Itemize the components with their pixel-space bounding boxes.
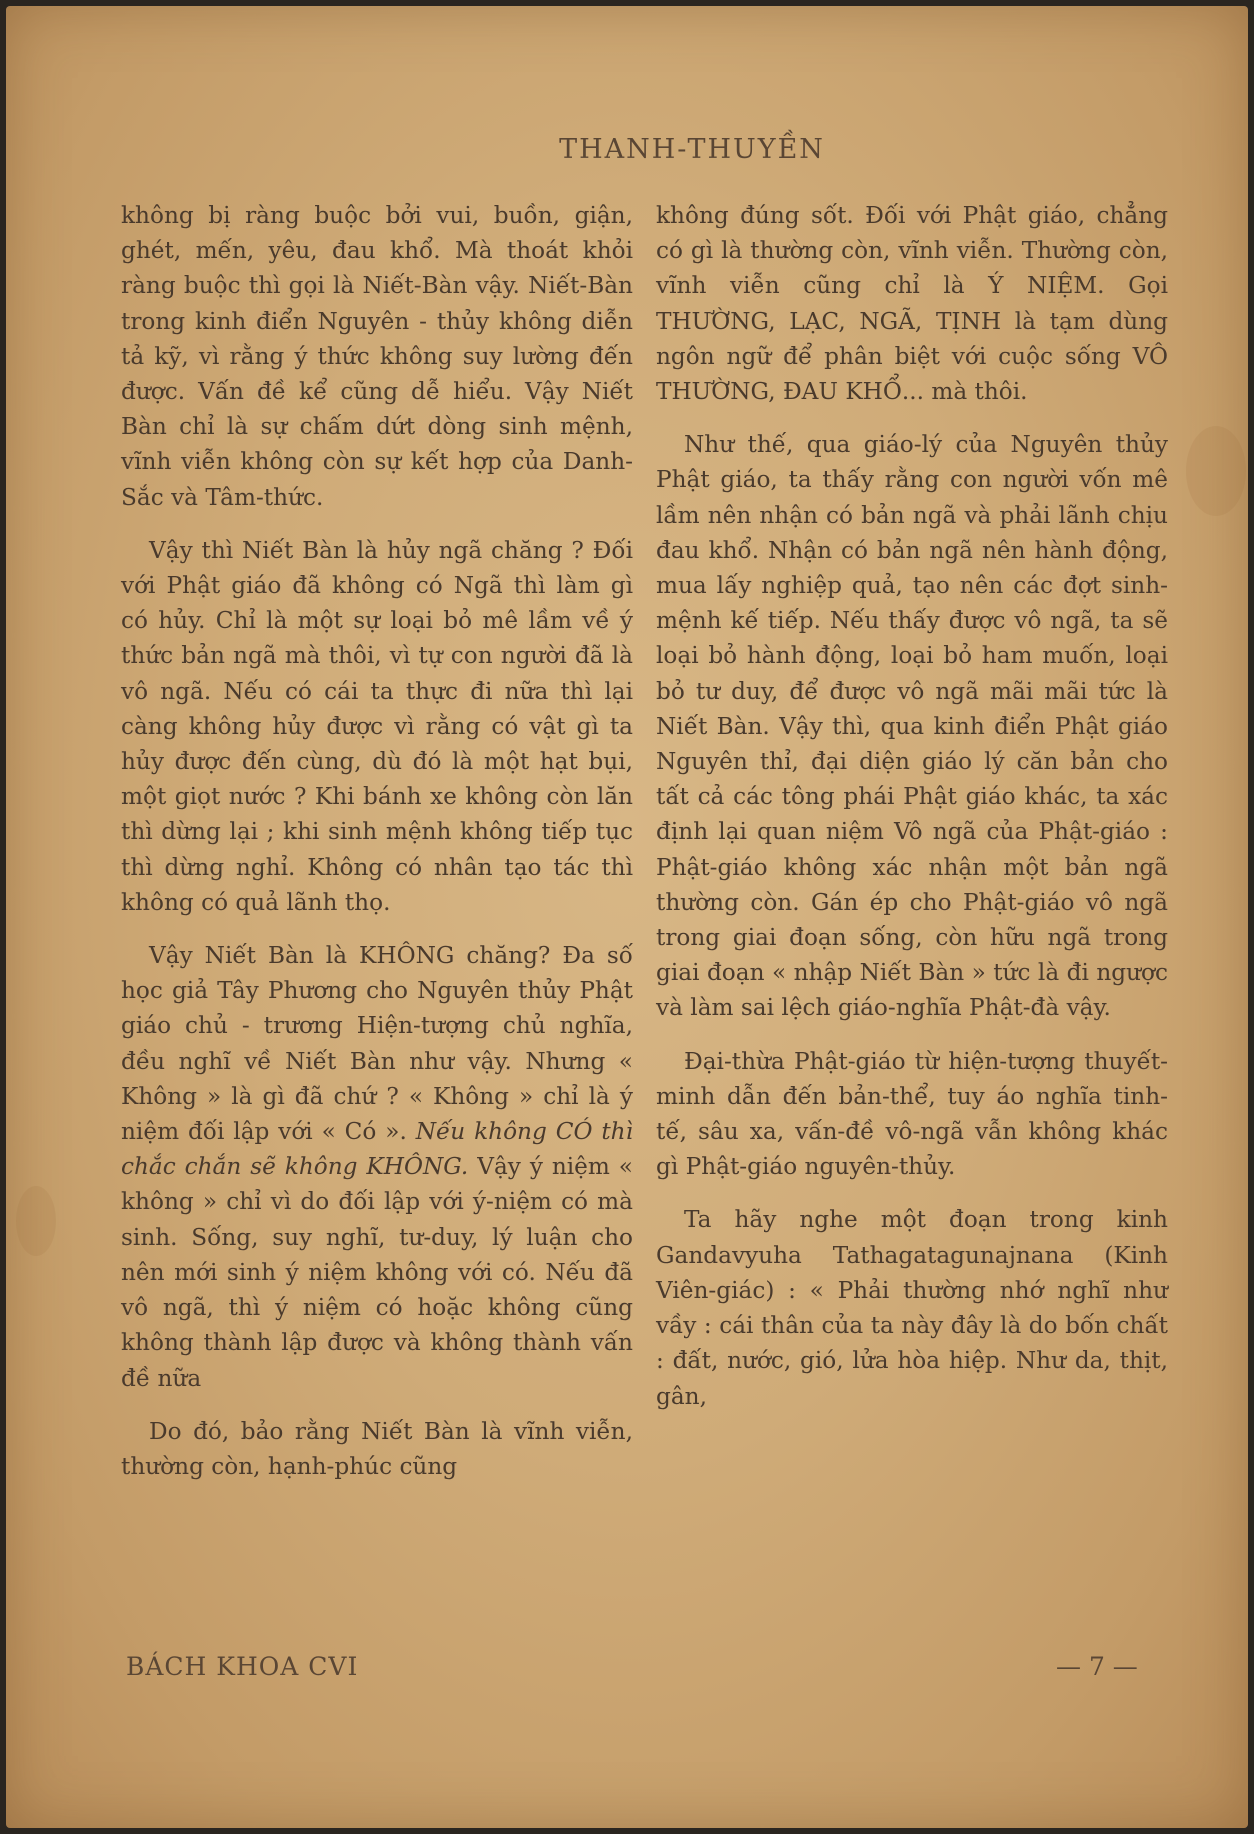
paragraph: Như thế, qua giáo-lý của Nguyên thủy Phật giáo, ta thấy rằng con người vốn mê lầm nên nhận có bản ngã và phải lãnh chịu đau khổ. Nhận có bản ngã nên hành động, mua lấy nghiệp quả, tạo nên các đợt sinh-mệnh kế tiếp. Nếu thấy được vô ngã, ta sẽ loại bỏ hành động, loại bỏ ham muốn, loại bỏ tư duy, để được vô ngã mãi mãi tức là Niết Bàn. Vậy thì, qua kinh điển Phật giáo Nguyên thỉ, đại diện giáo lý căn bản cho tất cả các tông phái Phật giáo khác, ta xác định lại quan niệm Vô ngã của Phật-giáo : Phật-giáo không xác nhận một bản ngã thường còn. Gán ép cho Phật-giáo vô ngã trong giai đoạn sống, còn hữu ngã trong giai đoạn « nhập Niết Bàn » tức là đi ngược và làm sai lệch giáo-nghĩa Phật-đà vậy. (656, 431, 1168, 1022)
page-number: — 7 — (1056, 1652, 1138, 1681)
magazine-issue: BÁCH KHOA CVI (126, 1652, 359, 1681)
running-header: THANH-THUYỀN (559, 134, 825, 165)
paragraph: không đúng sốt. Đối với Phật giáo, chẳng có gì là thường còn, vĩnh viễn. Thường còn, vĩnh viễn cũng chỉ là Ý NIỆM. Gọi THƯỜNG, LẠC, NGÃ, TỊNH là tạm dùng ngôn ngữ để phân biệt với cuộc sống VÔ THƯỜNG, ĐAU KHỔ... mà thôi. (656, 202, 1168, 406)
paragraph: Do đó, bảo rằng Niết Bàn là vĩnh viễn, thường còn, hạnh-phúc cũng (121, 1417, 633, 1480)
paragraph: Ta hãy nghe một đoạn trong kinh Gandavyuha Tathagatagunajnana (Kinh Viên-giác) : « Phải thường nhớ nghĩ như vầy : cái thân của ta này đây là do bốn chất : đất, nước, gió, lửa hòa hiệp. Như da, thịt, gân, (656, 1206, 1168, 1410)
left-column (121, 198, 633, 1502)
paragraph: Đại-thừa Phật-giáo từ hiện-tượng thuyết-minh dẫn đến bản-thể, tuy áo nghĩa tinh-tế, sâu xa, vấn-đề vô-ngã vẫn không khác gì Phật-giáo nguyên-thủy. (656, 1047, 1168, 1181)
right-column (656, 198, 1168, 1432)
paragraph: Vậy thì Niết Bàn là hủy ngã chăng ? Đối với Phật giáo đã không có Ngã thì làm gì có hủy. Chỉ là một sự loại bỏ mê lầm về ý thức bản ngã mà thôi, vì tự con người đã là vô ngã. Nếu có cái ta thực đi nữa thì lại càng không hủy được vì rằng có vật gì ta hủy được đến cùng, dù đó là một hạt bụi, một giọt nước ? Khi bánh xe không còn lăn thì dừng lại ; khi sinh mệnh không tiếp tục thì dừng nghỉ. Không có nhân tạo tác thì không có quả lãnh thọ. (121, 536, 633, 916)
paper-stain (1186, 426, 1246, 516)
paragraph: Vậy Niết Bàn là KHÔNG chăng? Đa số học giả Tây Phương cho Nguyên thủy Phật giáo chủ - trương Hiện-tượng chủ nghĩa, đều nghĩ về Niết Bàn như vậy. Nhưng « Không » là gì đã chứ ? « Không » chỉ là ý niệm đối lập với « Có ». Nếu không CÓ thì chắc chắn sẽ không KHÔNG. Vậy ý niệm « không » chỉ vì do đối lập với ý-niệm có mà sinh. Sống, suy nghĩ, tư-duy, lý luận cho nên mới sinh ý niệm không với có. Nếu đã vô ngã, thì ý niệm có hoặc không cũng không thành lập được và không thành vấn đề nữa (121, 942, 634, 1392)
magazine-page (6, 6, 1248, 1828)
paragraph: không bị ràng buộc bởi vui, buồn, giận, ghét, mến, yêu, đau khổ. Mà thoát khỏi ràng buộc thì gọi là Niết-Bàn vậy. Niết-Bàn trong kinh điển Nguyên - thủy không diễn tả kỹ, vì rằng ý thức không suy lường đến được. Vấn đề kể cũng dễ hiểu. Vậy Niết Bàn chỉ là sự chấm dứt dòng sinh mệnh, vĩnh viễn không còn sự kết hợp của Danh-Sắc và Tâm-thức. (121, 202, 633, 511)
paper-stain (16, 1186, 56, 1256)
italic-phrase: Nếu không CÓ thì chắc chắn sẽ không KHÔNG. (121, 1118, 634, 1181)
